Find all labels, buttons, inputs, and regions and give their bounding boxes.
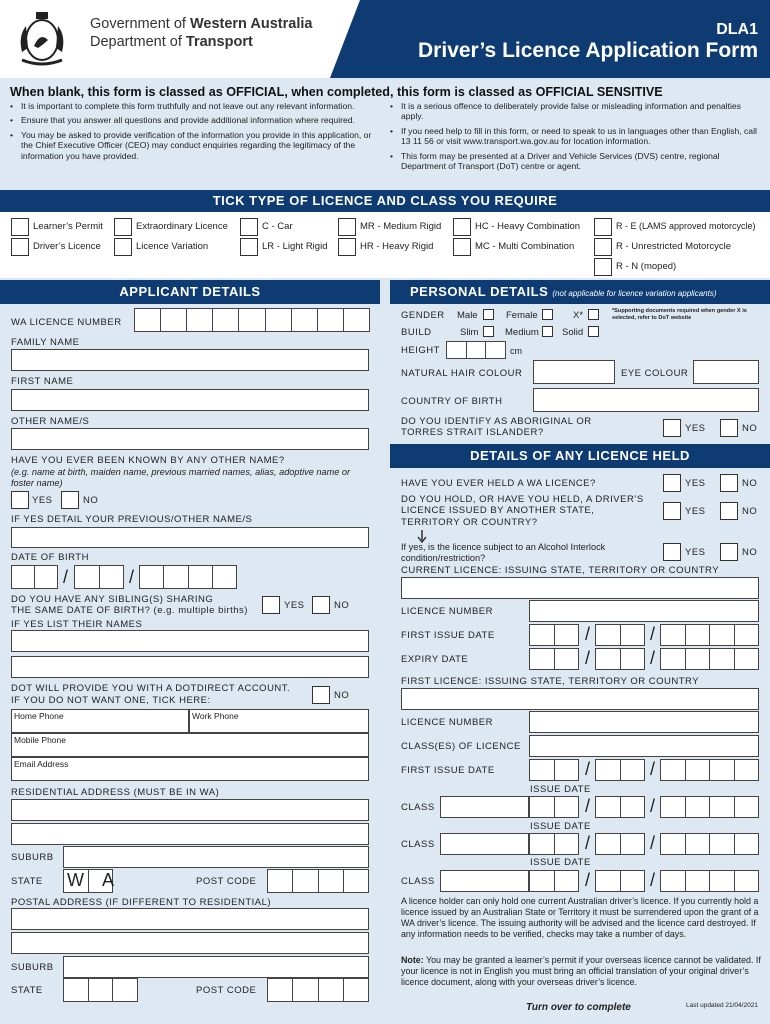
class3-slash-2: / [650, 870, 656, 890]
postal-input-1[interactable] [11, 908, 369, 930]
bullet-text: It is a serious offence to deliberately provide false or misleading information and penalties apply. [401, 101, 741, 122]
bullets-right [390, 101, 762, 172]
class1-year-input[interactable] [660, 796, 759, 818]
drivers-licence-checkbox[interactable] [11, 238, 29, 256]
bullet-text: If you need help to fill in this form, or need to speak to us in languages other than English, call 13 11 56 or visit www.transport.wa.gov.au for location information. [401, 125, 757, 147]
class1-day-input[interactable] [529, 796, 579, 818]
postal-input-2[interactable] [11, 932, 369, 954]
bullet-item: • It is important to complete this form truthfully and not leave out any relevant information. [10, 101, 355, 111]
known-other-yes-checkbox[interactable] [11, 491, 29, 509]
sibling-no-label: NO [334, 600, 350, 611]
held-wa-yes-checkbox[interactable] [663, 474, 681, 492]
sibling-question-1: DO YOU HAVE ANY SIBLING(S) SHARING [11, 594, 214, 605]
suburb-input[interactable] [63, 846, 369, 868]
class-re-label: R - E (LAMS approved motorcycle) [616, 221, 756, 231]
dept-text: Department of [90, 34, 182, 50]
held-wa-yes-label: YES [685, 478, 706, 489]
postal-label: POSTAL ADDRESS (IF DIFFERENT TO RESIDENTIAL) [11, 897, 272, 908]
extraordinary-licence-label: Extraordinary Licence [136, 221, 228, 232]
residential-input-1[interactable] [11, 799, 369, 821]
dotdirect-text-2: IF YOU DO NOT WANT ONE, TICK HERE: [11, 695, 211, 706]
known-other-yes-label: YES [32, 495, 53, 506]
wa-crest-logo [8, 8, 76, 68]
slim-label: Slim [460, 327, 479, 338]
personal-heading-text: PERSONAL DETAILS [410, 284, 549, 299]
class-re-checkbox[interactable] [594, 218, 612, 236]
bullet-item: • If you need help to fill in this form, or need to speak to us in languages other than English, call 13 11 56 or visit www.transport.wa.gov.au for location information. [390, 125, 757, 147]
dotdirect-no-checkbox[interactable] [312, 686, 330, 704]
interlock-yes-checkbox[interactable] [663, 543, 681, 561]
gender-label: GENDER [401, 310, 445, 321]
interlock-question: If yes, is the licence subject to an Alcohol Interlock condition/restriction? [401, 542, 606, 564]
fl-issue-year-input[interactable] [660, 759, 759, 781]
aboriginal-question: DO YOU IDENTIFY AS ABORIGINAL OR TORRES STRAIT ISLANDER? [401, 416, 592, 439]
fl-issue-slash: / [585, 759, 591, 779]
class-input-2[interactable] [440, 833, 529, 855]
class-lr-label: LR - Light Rigid [262, 241, 328, 252]
current-licence-number-label: LICENCE NUMBER [401, 606, 493, 617]
sibling-yes-checkbox[interactable] [262, 596, 280, 614]
classification-line: When blank, this form is classed as OFFICIAL, when completed, this form is classed as OFFICIAL SENSITIVE [10, 85, 663, 99]
expiry-slash: / [585, 648, 591, 668]
mobile-phone-label: Mobile Phone [14, 735, 66, 745]
slim-checkbox[interactable] [483, 326, 494, 337]
postal-state-input[interactable] [63, 978, 138, 1002]
class1-month-input[interactable] [595, 796, 645, 818]
personal-heading [390, 280, 770, 304]
other-names-input[interactable] [11, 428, 369, 450]
other-names-label: OTHER NAME/S [11, 416, 90, 427]
current-licence-number-input[interactable] [529, 600, 759, 622]
aboriginal-no-label: NO [742, 423, 758, 434]
postal-suburb-input[interactable] [63, 956, 369, 978]
previous-names-input[interactable] [11, 527, 369, 548]
bullet-item: • This form may be presented at a Driver and Vehicle Services (DVS) centre, regional Department of Transport (DoT) centre or agent. [390, 150, 720, 172]
class-mr-label: MR - Medium Rigid [360, 221, 442, 232]
interlock-no-checkbox[interactable] [720, 543, 738, 561]
licence-type-heading: TICK TYPE OF LICENCE AND CLASS YOU REQUIRE [0, 190, 770, 212]
build-label: BUILD [401, 327, 432, 338]
class-hr-label: HR - Heavy Rigid [360, 241, 434, 252]
hair-label: NATURAL HAIR COLOUR [401, 368, 523, 379]
home-phone-label: Home Phone [14, 711, 64, 721]
sibling-names-input-1[interactable] [11, 630, 369, 652]
personal-heading-note: (not applicable for licence variation applicants) [552, 289, 717, 298]
hair-input[interactable] [533, 360, 615, 384]
class-mr-checkbox[interactable] [338, 218, 356, 236]
class-lr-checkbox[interactable] [240, 238, 258, 256]
known-other-question: HAVE YOU EVER BEEN KNOWN BY ANY OTHER NAME? [11, 455, 285, 466]
class2-slash: / [585, 833, 591, 853]
dob-day-input[interactable] [11, 565, 58, 589]
class-c-label: C - Car [262, 221, 293, 232]
class2-month-input[interactable] [595, 833, 645, 855]
male-checkbox[interactable] [483, 309, 494, 320]
bullet-item: • You may be asked to provide verification of the information you provide in this application, or the Chief Executive Officer (CEO) may conduct enquiries regarding the legitimacy of the information you have provided. [10, 129, 372, 161]
held-other-no-label: NO [742, 506, 758, 517]
fl-issue-slash-2: / [650, 759, 656, 779]
dob-label: DATE OF BIRTH [11, 552, 89, 563]
sibling-names-input-2[interactable] [11, 656, 369, 678]
family-name-input[interactable] [11, 349, 369, 371]
drivers-licence-label: Driver’s Licence [33, 241, 101, 252]
wa-licence-input[interactable] [134, 308, 370, 332]
bullet-text: It is important to complete this form truthfully and not leave out any relevant information. [21, 101, 355, 111]
form-title: Driver’s Licence Application Form [418, 39, 758, 62]
class-label-3: CLASS [401, 876, 435, 887]
first-licence-input[interactable] [401, 688, 759, 710]
class1-slash: / [585, 796, 591, 816]
sibling-yes-label: YES [284, 600, 305, 611]
postal-suburb-label: SUBURB [11, 962, 54, 973]
known-other-no-label: NO [83, 495, 99, 506]
held-other-no-checkbox[interactable] [720, 502, 738, 520]
dept-line [90, 35, 253, 50]
postal-state-label: STATE [11, 985, 43, 996]
state-label: STATE [11, 876, 43, 887]
held-other-yes-checkbox[interactable] [663, 502, 681, 520]
expiry-slash-2: / [650, 648, 656, 668]
gender-x-label: X* [573, 310, 584, 321]
held-wa-no-checkbox[interactable] [720, 474, 738, 492]
bullet-text: You may be asked to provide verification of the information you provide in this application, or the Chief Executive Officer (CEO) may conduct enquiries regarding the legitimacy of the information you have provided. [21, 129, 372, 161]
learner-permit-note [401, 955, 763, 988]
licence-held-heading: DETAILS OF ANY LICENCE HELD [390, 444, 770, 468]
country-label: COUNTRY OF BIRTH [401, 396, 503, 407]
height-unit: cm [510, 346, 522, 356]
aboriginal-yes-label: YES [685, 423, 706, 434]
known-other-no-checkbox[interactable] [61, 491, 79, 509]
solid-checkbox[interactable] [588, 326, 599, 337]
first-issue-day-input[interactable] [529, 624, 579, 646]
licence-variation-label: Licence Variation [136, 241, 209, 252]
medium-label: Medium [505, 327, 539, 338]
first-issue-label: FIRST ISSUE DATE [401, 630, 495, 641]
bullet-text: This form may be presented at a Driver and Vehicle Services (DVS) centre, regional Department of Transport (DoT) centre or agent. [401, 150, 720, 172]
note-text: You may be granted a learner’s permit if your overseas licence cannot be validated. If your licence is not in English you must bring an official translation of your original driver’s licence document, along with your overseas driver’s licence. [401, 955, 761, 987]
postal-postcode-input[interactable] [267, 978, 369, 1002]
class-hc-checkbox[interactable] [453, 218, 471, 236]
held-wa-question: HAVE YOU EVER HELD A WA LICENCE? [401, 478, 596, 489]
classes-input[interactable] [529, 735, 759, 757]
sibling-question-2: THE SAME DATE OF BIRTH? (e.g. multiple births) [11, 605, 248, 616]
first-issue-month-input[interactable] [595, 624, 645, 646]
if-yes-detail-label: IF YES DETAIL YOUR PREVIOUS/OTHER NAME/S [11, 514, 253, 525]
first-issue-slash-2: / [650, 624, 656, 644]
wa-licence-label: WA LICENCE NUMBER [11, 317, 122, 328]
gov-line [90, 17, 312, 32]
class-hr-checkbox[interactable] [338, 238, 356, 256]
solid-label: Solid [562, 327, 584, 338]
current-licence-label: CURRENT LICENCE: ISSUING STATE, TERRITORY OR COUNTRY [401, 565, 720, 576]
state-wa-value: W A [67, 870, 122, 890]
email-label: Email Address [14, 759, 69, 769]
class3-day-input[interactable] [529, 870, 579, 892]
class2-day-input[interactable] [529, 833, 579, 855]
applicant-heading: APPLICANT DETAILS [0, 280, 380, 304]
first-name-label: FIRST NAME [11, 376, 74, 387]
work-phone-label: Work Phone [192, 711, 239, 721]
first-name-input[interactable] [11, 389, 369, 411]
class3-slash: / [585, 870, 591, 890]
dob-year-input[interactable] [139, 565, 237, 589]
interlock-yes-label: YES [685, 547, 706, 558]
class-r-checkbox[interactable] [594, 238, 612, 256]
class1-slash-2: / [650, 796, 656, 816]
issue-date-label-1: ISSUE DATE [530, 784, 591, 795]
expiry-day-input[interactable] [529, 648, 579, 670]
form-code: DLA1 [716, 21, 758, 38]
class-label-1: CLASS [401, 802, 435, 813]
sibling-no-checkbox[interactable] [312, 596, 330, 614]
gov-text: Government of [90, 16, 186, 32]
aboriginal-yes-checkbox[interactable] [663, 419, 681, 437]
held-wa-no-label: NO [742, 478, 758, 489]
dotdirect-no-label: NO [334, 690, 350, 701]
extraordinary-licence-checkbox[interactable] [114, 218, 132, 236]
female-checkbox[interactable] [542, 309, 553, 320]
class-label-2: CLASS [401, 839, 435, 850]
learners-permit-label: Learner’s Permit [33, 221, 103, 232]
dotdirect-text-1: DOT WILL PROVIDE YOU WITH A DOTDIRECT ACCOUNT. [11, 683, 291, 694]
bullet-item: • Ensure that you answer all questions and provide additional information where required. [10, 115, 355, 126]
class3-year-input[interactable] [660, 870, 759, 892]
issue-date-label-3: ISSUE DATE [530, 857, 591, 868]
dob-slash-2: / [129, 567, 135, 587]
note-label: Note: [401, 955, 424, 965]
first-issue-slash: / [585, 624, 591, 644]
class-mc-label: MC - Multi Combination [475, 241, 575, 252]
height-label: HEIGHT [401, 345, 440, 356]
issue-date-label-2: ISSUE DATE [530, 821, 591, 832]
male-label: Male [457, 310, 478, 321]
if-yes-list-label: IF YES LIST THEIR NAMES [11, 619, 143, 630]
medium-checkbox[interactable] [542, 326, 553, 337]
expiry-month-input[interactable] [595, 648, 645, 670]
gender-x-note: *Supporting documents required when gender X is selected, refer to DoT website [612, 308, 747, 321]
expiry-label: EXPIRY DATE [401, 654, 469, 665]
class-c-checkbox[interactable] [240, 218, 258, 236]
gov-bold-text: Western Australia [189, 16, 313, 32]
gender-x-checkbox[interactable] [588, 309, 599, 320]
first-licence-label: FIRST LICENCE: ISSUING STATE, TERRITORY OR COUNTRY [401, 676, 700, 687]
first-issue-year-input[interactable] [660, 624, 759, 646]
dob-month-input[interactable] [74, 565, 124, 589]
class-input-1[interactable] [440, 796, 529, 818]
known-other-hint: (e.g. name at birth, maiden name, previous married names, alias, adoptive name or foster name) [11, 467, 351, 489]
class-rn-label: R - N (moped) [616, 261, 677, 272]
licence-variation-checkbox[interactable] [114, 238, 132, 256]
current-licence-input[interactable] [401, 577, 759, 599]
dob-slash: / [63, 567, 69, 587]
eye-input[interactable] [693, 360, 759, 384]
postal-postcode-label: POST CODE [196, 985, 257, 996]
postcode-input[interactable] [267, 869, 369, 893]
class-mc-checkbox[interactable] [453, 238, 471, 256]
turn-over-text: Turn over to complete [526, 1002, 631, 1013]
family-name-label: FAMILY NAME [11, 337, 80, 348]
expiry-year-input[interactable] [660, 648, 759, 670]
first-licence-issue-label: FIRST ISSUE DATE [401, 765, 495, 776]
bullet-item: • It is a serious offence to deliberately provide false or misleading information and penalties apply. [390, 101, 741, 122]
country-input[interactable] [533, 388, 759, 412]
bullets-left [10, 101, 380, 161]
suburb-label: SUBURB [11, 852, 54, 863]
classes-label: CLASS(ES) OF LICENCE [401, 741, 521, 752]
aboriginal-no-checkbox[interactable] [720, 419, 738, 437]
interlock-no-label: NO [742, 547, 758, 558]
postcode-label: POST CODE [196, 876, 257, 887]
held-other-question: DO YOU HOLD, OR HAVE YOU HELD, A DRIVER’S LICENCE ISSUED BY ANOTHER STATE, TERRITORY OR COUNTRY? [401, 494, 644, 528]
class2-slash-2: / [650, 833, 656, 853]
held-other-yes-label: YES [685, 506, 706, 517]
bullet-text: Ensure that you answer all questions and provide additional information where required. [21, 115, 355, 126]
dept-bold-text: Transport [185, 34, 253, 50]
female-label: Female [506, 310, 538, 321]
first-licence-number-label: LICENCE NUMBER [401, 717, 493, 728]
licence-holder-note: A licence holder can only hold one current Australian driver’s licence. If you currently hold a licence issued by an Australian State or Territory it must be surrendered upon the grant of a WA driver’s licence. The issuing authority will be advised and the licence card destroyed. If any information needs to be verified, checks may take a number of days. [401, 896, 759, 939]
height-input[interactable] [446, 341, 506, 359]
fl-issue-day-input[interactable] [529, 759, 579, 781]
class-rn-checkbox[interactable] [594, 258, 612, 276]
eye-label: EYE COLOUR [621, 368, 689, 379]
learners-permit-checkbox[interactable] [11, 218, 29, 236]
first-licence-number-input[interactable] [529, 711, 759, 733]
fl-issue-month-input[interactable] [595, 759, 645, 781]
class3-month-input[interactable] [595, 870, 645, 892]
last-updated-text: Last updated 21/04/2021 [686, 1002, 758, 1009]
residential-label: RESIDENTIAL ADDRESS (MUST BE IN WA) [11, 787, 220, 798]
residential-input-2[interactable] [11, 823, 369, 845]
class-r-label: R - Unrestricted Motorcycle [616, 241, 732, 252]
class-hc-label: HC - Heavy Combination [475, 221, 581, 232]
class2-year-input[interactable] [660, 833, 759, 855]
class-input-3[interactable] [440, 870, 529, 892]
